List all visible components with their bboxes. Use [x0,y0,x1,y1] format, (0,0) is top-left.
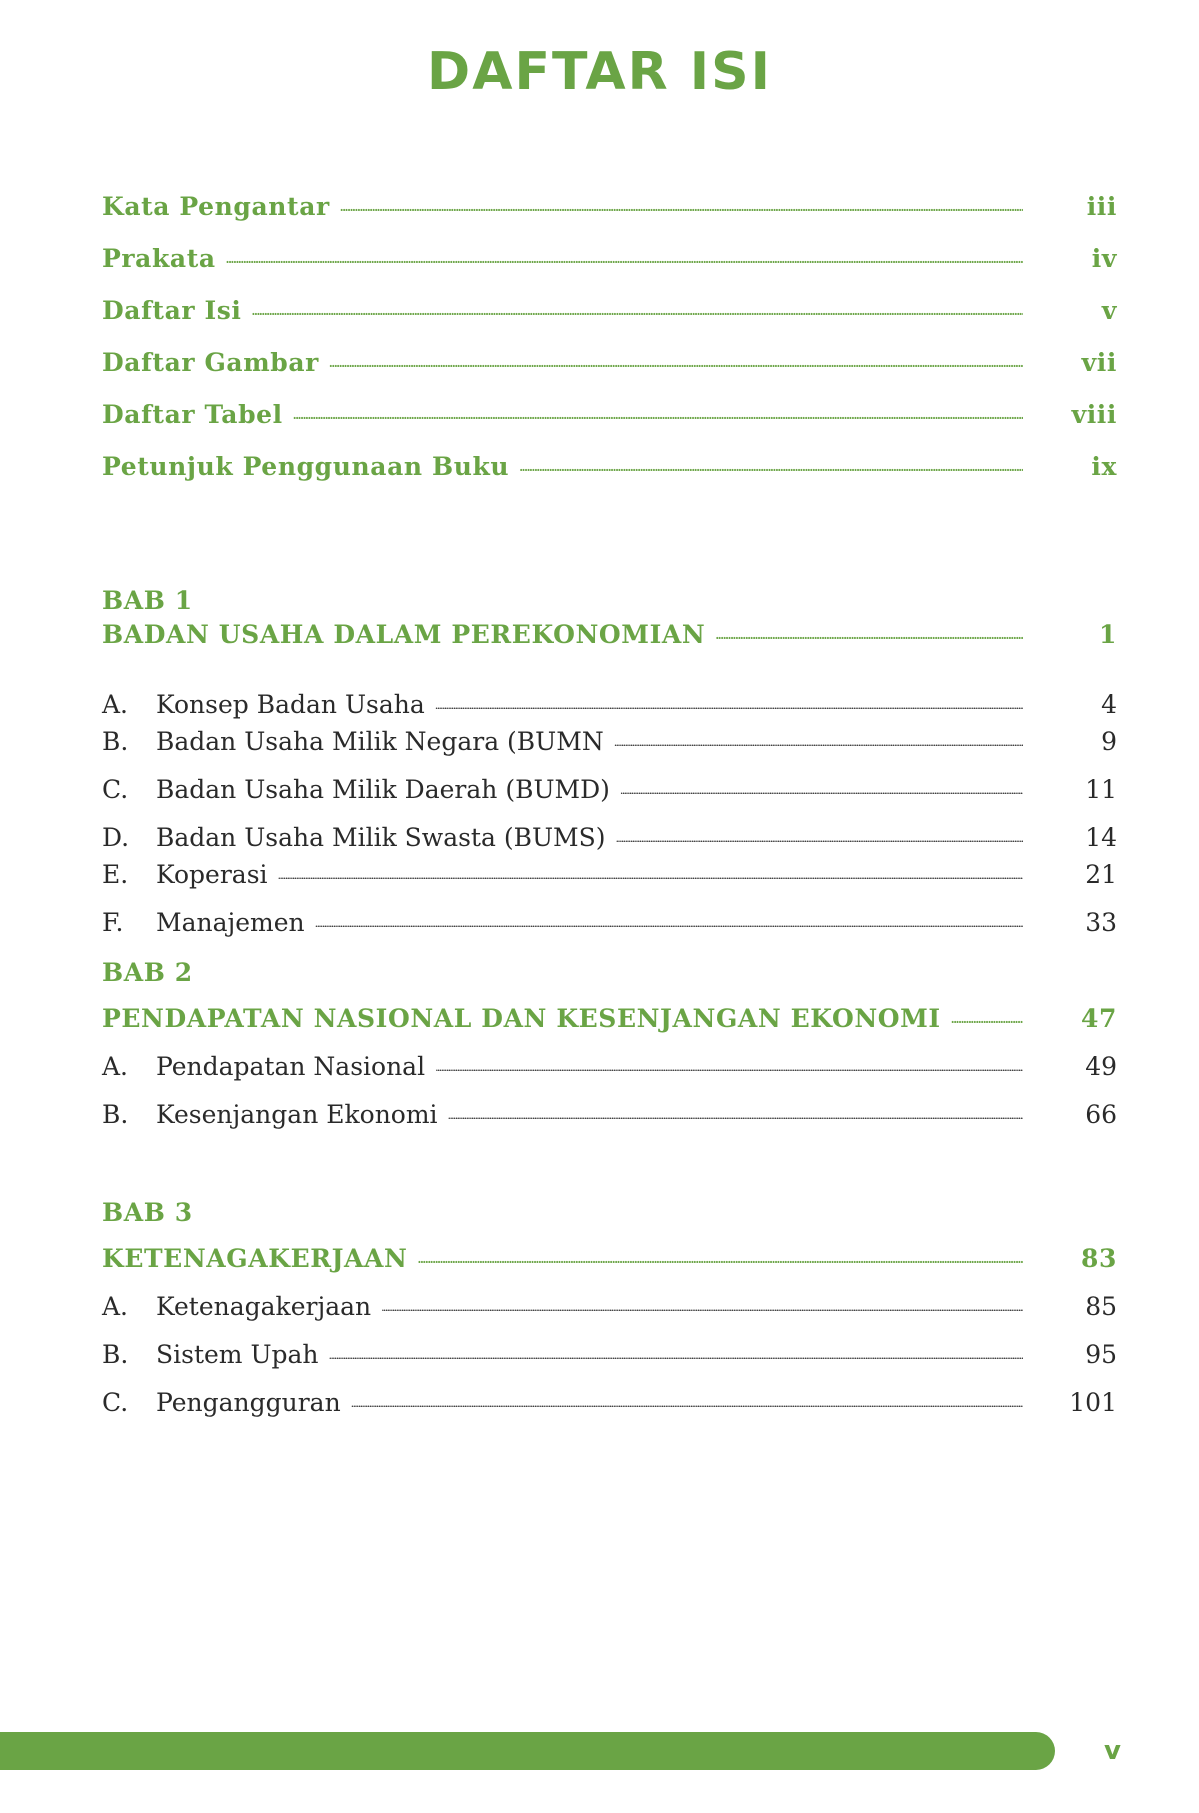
dot-leader [620,785,1023,796]
chapter-title: KETENAGAKERJAAN [102,1244,408,1273]
chapter-page: 83 [1081,1244,1117,1273]
dot-leader [226,254,1023,265]
toc-entry-page: ix [1091,452,1117,481]
section-label: Ketenagakerjaan [156,1292,372,1321]
section-label: Badan Usaha Milik Swasta (BUMS) [156,823,606,852]
section-letter: A. [102,690,129,719]
dot-leader [340,202,1023,213]
toc-entry-label: Petunjuk Penggunaan Buku [102,452,510,481]
section-page: 85 [1085,1292,1117,1321]
section-page: 4 [1101,690,1117,719]
section-page: 21 [1085,860,1117,889]
dot-leader [329,1350,1023,1361]
toc-entry-page: v [1101,296,1117,325]
dot-leader [519,462,1023,473]
toc-entry-label: Kata Pengantar [102,192,330,221]
section-page: 66 [1085,1100,1117,1129]
section-letter: C. [102,775,129,804]
section-letter: B. [102,1100,129,1129]
section-letter: B. [102,727,129,756]
section-letter: A. [102,1292,129,1321]
dot-leader [329,358,1023,369]
footer-bar [0,1732,1055,1770]
section-label: Konsep Badan Usaha [156,690,425,719]
toc-entry-page: viii [1071,400,1117,429]
toc-section-row[interactable] [102,1388,1117,1422]
section-letter: E. [102,860,129,889]
toc-entry-daftar-tabel[interactable] [102,400,1117,434]
dot-leader [435,700,1023,711]
section-label: Sistem Upah [156,1340,319,1369]
section-letter: F. [102,908,124,937]
chapter-title-row[interactable] [102,620,1117,654]
section-page: 14 [1085,823,1117,852]
toc-entry-label: Daftar Tabel [102,400,283,429]
toc-section-row[interactable] [102,1100,1117,1134]
dot-leader [616,833,1024,844]
toc-section-row[interactable] [102,860,1117,894]
section-label: Pengangguran [156,1388,341,1417]
page-number: v [1104,1736,1121,1766]
chapter-title: BADAN USAHA DALAM PEREKONOMIAN [102,620,706,649]
dot-leader [293,410,1023,421]
dot-leader [351,1398,1023,1409]
toc-section-row[interactable] [102,823,1117,857]
section-letter: C. [102,1388,129,1417]
chapter-number: BAB 2 [102,958,193,987]
dot-leader [435,1062,1023,1073]
section-letter: B. [102,1340,129,1369]
chapter-number: BAB 3 [102,1198,193,1227]
toc-section-row[interactable] [102,775,1117,809]
section-page: 33 [1085,908,1117,937]
section-label: Manajemen [156,908,305,937]
dot-leader [252,306,1023,317]
dot-leader [951,1014,1023,1025]
section-page: 11 [1085,775,1117,804]
toc-section-row[interactable] [102,1340,1117,1374]
section-page: 9 [1101,727,1117,756]
dot-leader [417,1254,1023,1265]
dot-leader [715,630,1023,641]
chapter-title-row[interactable] [102,1004,1117,1038]
toc-section-row[interactable] [102,690,1117,724]
section-page: 49 [1085,1052,1117,1081]
chapter-title: PENDAPATAN NASIONAL DAN KESENJANGAN EKONOMI [102,1004,941,1033]
toc-entry-page: vii [1081,348,1117,377]
dot-leader [278,870,1023,881]
section-letter: D. [102,823,130,852]
section-label: Koperasi [156,860,268,889]
section-label: Kesenjangan Ekonomi [156,1100,438,1129]
toc-entry-page: iv [1091,244,1117,273]
section-label: Pendapatan Nasional [156,1052,426,1081]
toc-entry-daftar-isi[interactable] [102,296,1117,330]
toc-section-row[interactable] [102,1052,1117,1086]
toc-entry-label: Daftar Gambar [102,348,319,377]
chapter-number: BAB 1 [102,586,193,615]
chapter-page: 47 [1081,1004,1117,1033]
toc-section-row[interactable] [102,727,1117,761]
toc-entry-prakata[interactable] [102,244,1117,278]
dot-leader [381,1302,1023,1313]
toc-entry-daftar-gambar[interactable] [102,348,1117,382]
toc-entry-label: Prakata [102,244,216,273]
toc-section-row[interactable] [102,908,1117,942]
section-label: Badan Usaha Milik Daerah (BUMD) [156,775,610,804]
toc-section-row[interactable] [102,1292,1117,1326]
chapter-title-row[interactable] [102,1244,1117,1278]
page-title: DAFTAR ISI [427,42,772,102]
toc-entry-kata-pengantar[interactable] [102,192,1117,226]
toc-entry-label: Daftar Isi [102,296,242,325]
section-page: 95 [1085,1340,1117,1369]
dot-leader [448,1110,1023,1121]
section-page: 101 [1069,1388,1117,1417]
dot-leader [315,918,1023,929]
chapter-page: 1 [1099,620,1117,649]
section-label: Badan Usaha Milik Negara (BUMN [156,727,604,756]
toc-entry-petunjuk[interactable] [102,452,1117,486]
section-letter: A. [102,1052,129,1081]
dot-leader [614,737,1023,748]
toc-entry-page: iii [1086,192,1117,221]
